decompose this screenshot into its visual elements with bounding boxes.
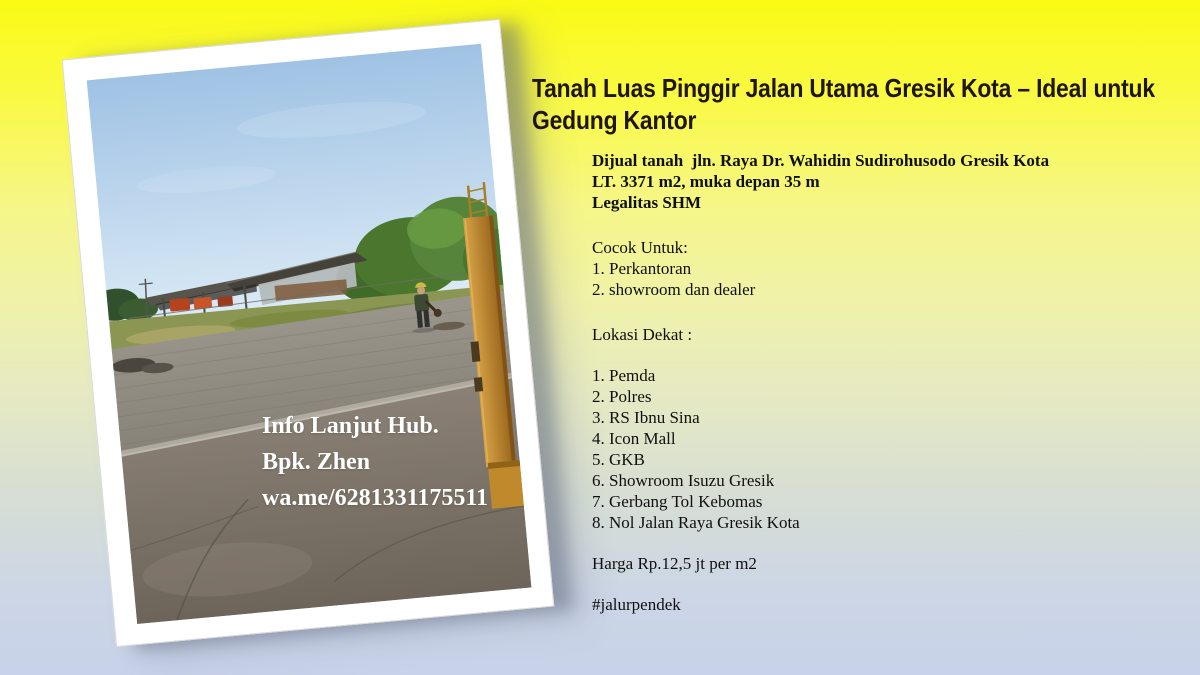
nearby-item: 2. Polres <box>592 387 652 406</box>
price-text: Harga Rp.12,5 jt per m2 <box>592 554 757 573</box>
nearby-item: 5. GKB <box>592 450 645 469</box>
listing-details <box>592 150 1112 615</box>
nearby-item: 8. Nol Jalan Raya Gresik Kota <box>592 513 800 532</box>
page-title: Tanah Luas Pinggir Jalan Utama Gresik Kota – Ideal untuk Gedung Kantor <box>532 73 1155 135</box>
contact-line: Info Lanjut Hub. <box>262 413 439 439</box>
hashtag-text: #jalurpendek <box>592 595 681 614</box>
suitable-section <box>592 237 1112 300</box>
nearby-item: 3. RS Ibnu Sina <box>592 408 700 427</box>
detail-line: Legalitas SHM <box>592 193 702 212</box>
land-photo <box>87 44 532 624</box>
gate-hinge <box>474 377 483 392</box>
photo-frame <box>62 19 555 647</box>
suitable-heading: Cocok Untuk: <box>592 238 688 257</box>
nearby-heading: Lokasi Dekat : <box>592 325 693 344</box>
nearby-item: 1. Pemda <box>592 366 656 385</box>
suitable-item: 2. showroom dan dealer <box>592 280 756 299</box>
contact-whatsapp-link: wa.me/6281331175511 <box>262 485 488 511</box>
contact-overlay <box>262 408 488 516</box>
nearby-item: 7. Gerbang Tol Kebomas <box>592 492 763 511</box>
nearby-list <box>592 365 1112 533</box>
nearby-item: 6. Showroom Isuzu Gresik <box>592 471 775 490</box>
detail-line: Dijual tanah jln. Raya Dr. Wahidin Sudirohusodo Gresik Kota <box>592 151 1050 170</box>
contact-line: Bpk. Zhen <box>262 449 371 475</box>
nearby-item: 4. Icon Mall <box>592 429 676 448</box>
truck <box>169 298 190 312</box>
detail-line: LT. 3371 m2, muka depan 35 m <box>592 172 820 191</box>
suitable-item: 1. Perkantoran <box>592 259 692 278</box>
